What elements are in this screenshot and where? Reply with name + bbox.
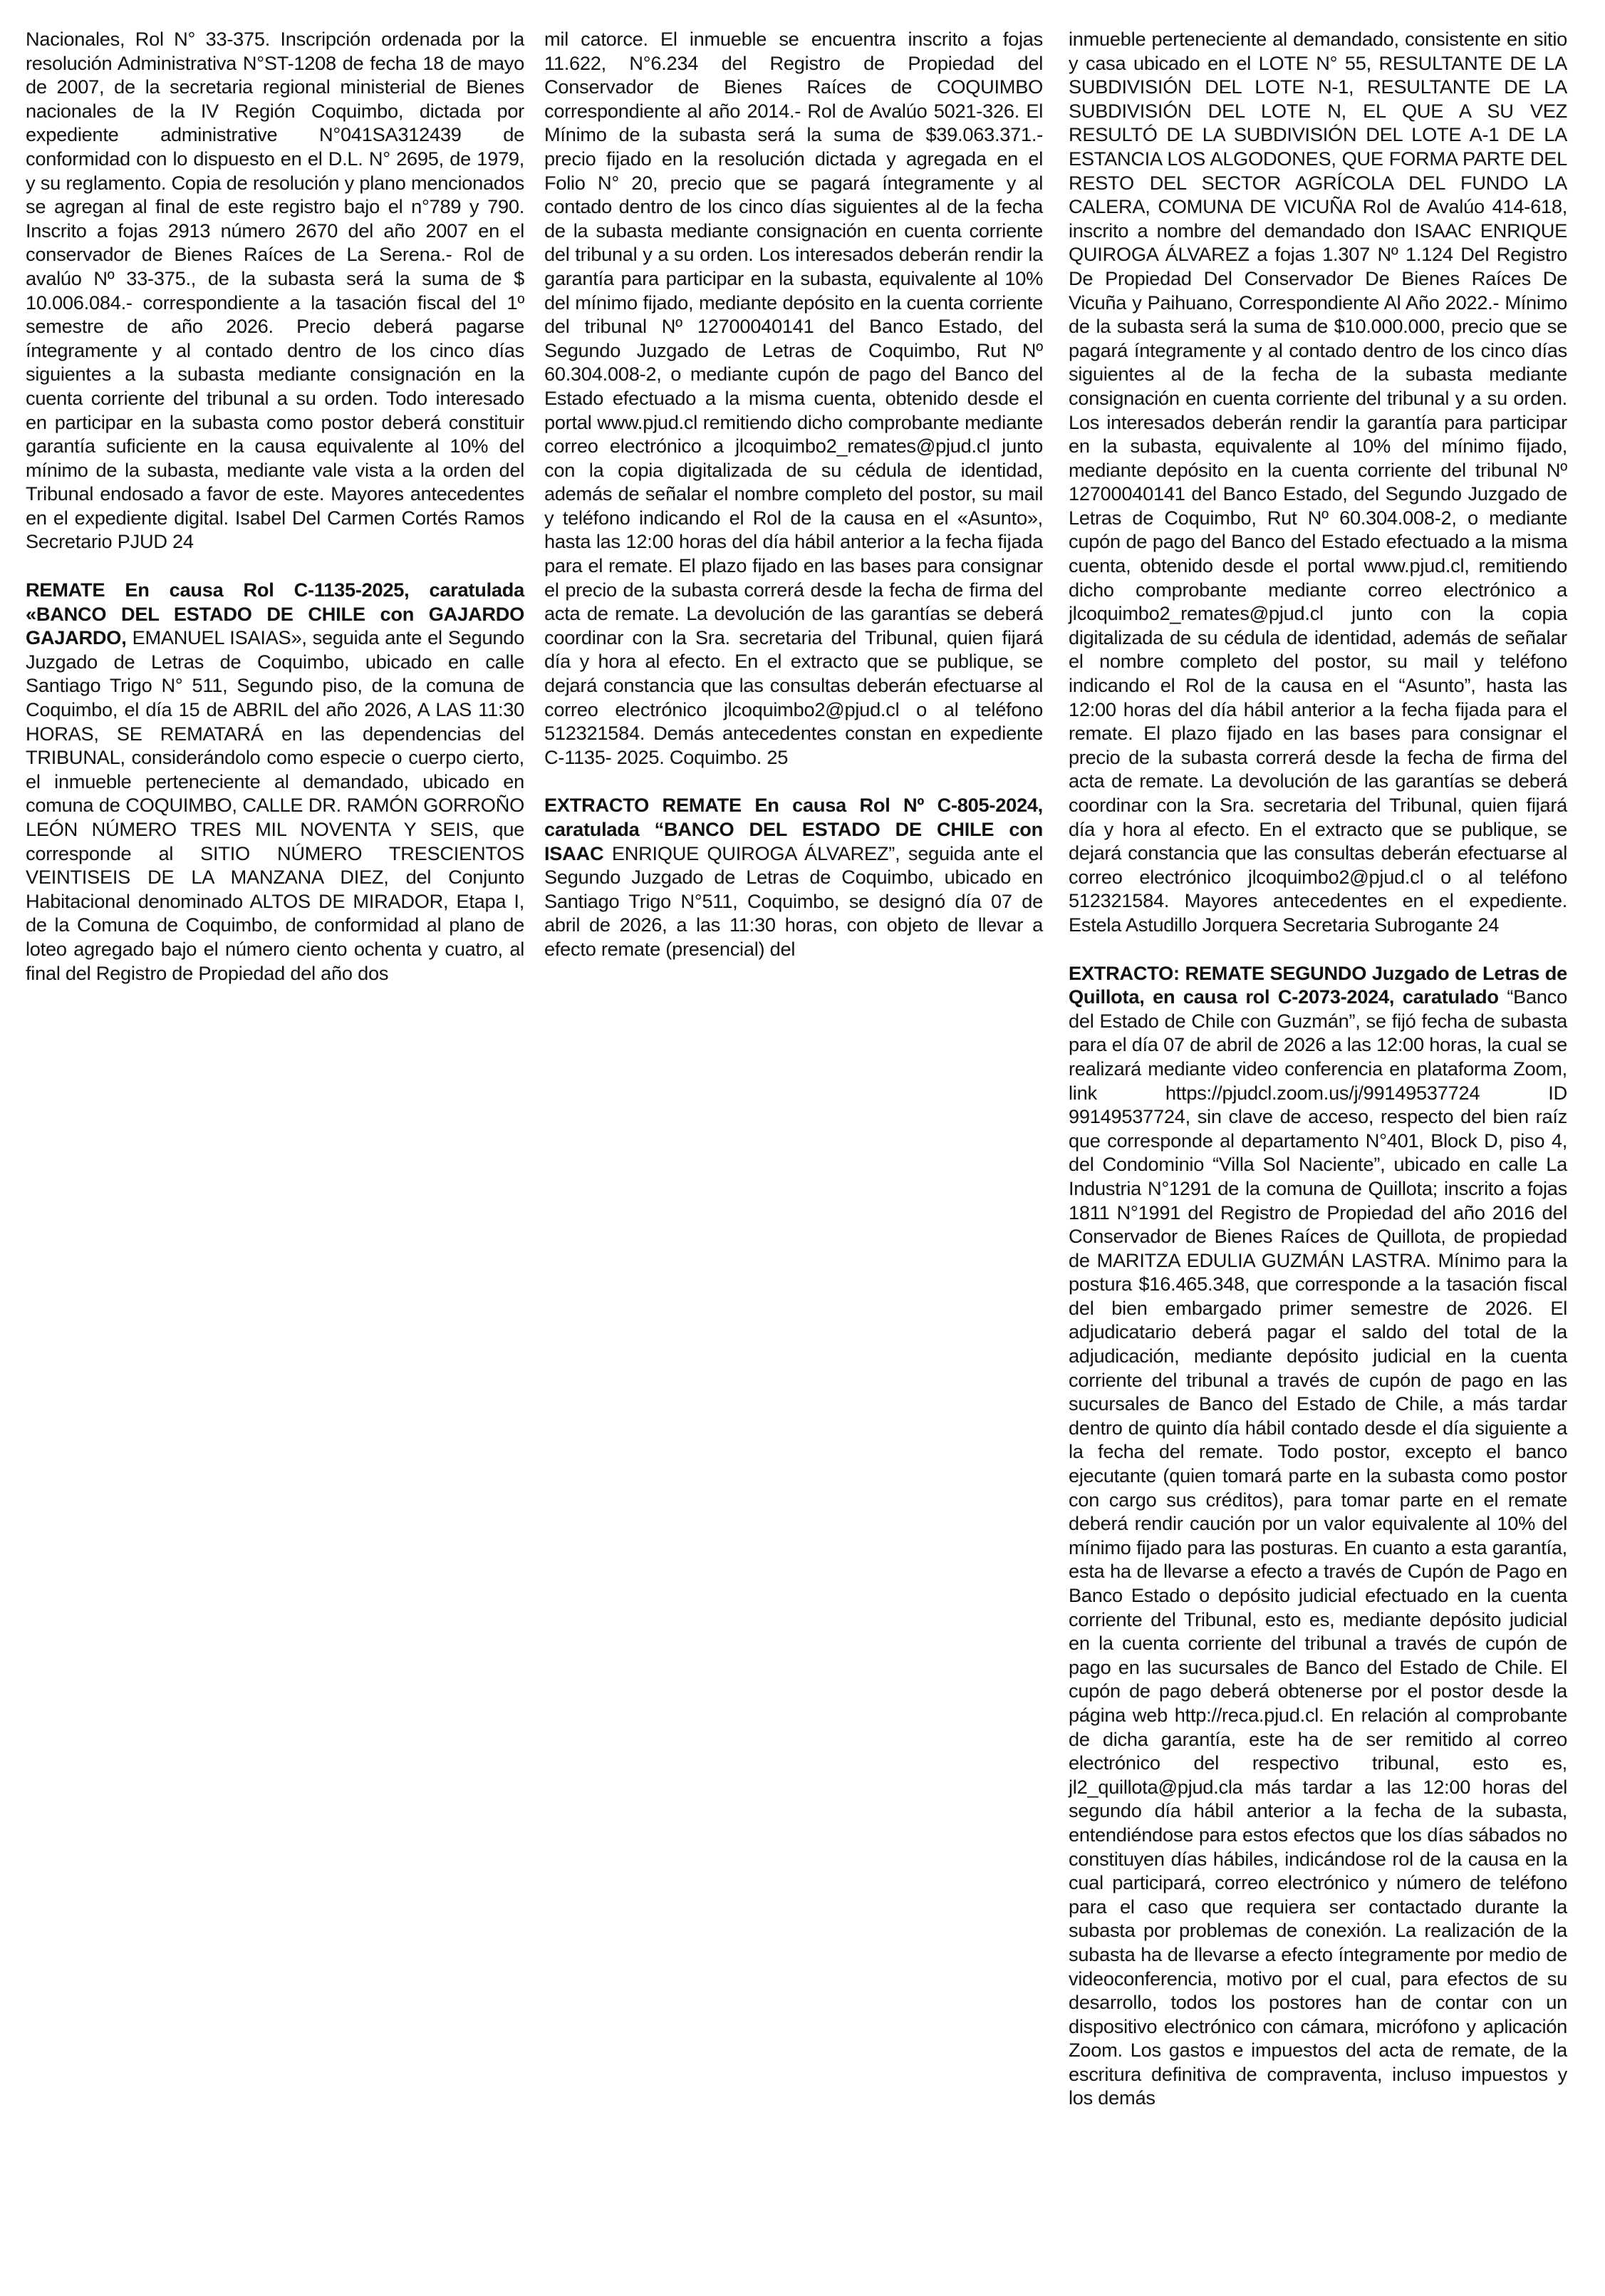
legal-notice bbox=[26, 27, 524, 554]
notice-body: mil catorce. El inmueble se encuentra inscrito a fojas 11.622, N°6.234 del Registro de Propiedad del Conservador de Bienes Raíces de COQUIMBO correspondiente al año 2014.- Rol de Avalúo 5021-326. El Mínimo de la subasta será la suma de $39.063.371.- precio fijado en la resolución dictada y agregada en el Folio N° 20, precio que se pagará íntegramente y al contado dentro de los cinco días siguientes al de la fecha de la subasta mediante consignación en cuenta corriente del tribunal y a su orden. Los interesados deberán rendir la garantía para participar en la subasta, equivalente al 10% del mínimo fijado, mediante depósito en la cuenta corriente del tribunal Nº 12700040141 del Banco Estado, del Segundo Juzgado de Letras de Coquimbo, Rut Nº 60.304.008-2, o mediante cupón de pago del Banco del Estado efectuado a la misma cuenta, obtenido desde el portal www.pjud.cl remitiendo dicho comprobante mediante correo electrónico a jlcoquimbo2_remates@pjud.cl junto con la copia digitalizada de su cédula de identidad, además de señalar el nombre completo del postor, su mail y teléfono indicando el Rol de la causa en el «Asunto», hasta las 12:00 horas del día hábil anterior a la fecha fijada para el remate. El plazo fijado en las bases para consignar el precio de la subasta correrá desde la fecha de firma del acta de remate. La devolución de las garantías se deberá coordinar con la Sra. secretaria del Tribunal, quien fijará día y hora al efecto. En el extracto que se publique, se dejará constancia que las consultas deberán efectuarse al correo electrónico jlcoquimbo2@pjud.cl o al teléfono 512321584. Demás antecedentes constan en expediente C-1135- 2025. Coquimbo. 25 bbox=[544, 28, 1043, 768]
legal-notice bbox=[1069, 27, 1567, 937]
notice-heading: REMATE En causa Rol C-1135-2025, caratulada «BANCO DEL ESTADO DE CHILE con GAJARDO GAJARDO, bbox=[26, 579, 524, 649]
notice-body: Nacionales, Rol N° 33-375. Inscripción ordenada por la resolución Administrativa N°ST-1208 de fecha 18 de mayo de 2007, de la secretaria regional ministerial de Bienes nacionales de la IV Región Coquimbo, dictada por expediente administrative N°041SA312439 de conformidad con lo dispuesto en el D.L. N° 2695, de 1979, y su reglamento. Copia de resolución y plano mencionados se agregan al final de este registro bajo el n°789 y 790. Inscrito a fojas 2913 número 2670 del año 2007 en el conservador de Bienes Raíces de La Serena.- Rol de avalúo Nº 33-375., de la subasta será la suma de $ 10.006.084.- correspondiente a la tasación fiscal del 1º semestre de año 2026. Precio deberá pagarse íntegramente y al contado dentro de los cinco días siguientes a la subasta mediante consignación en la cuenta corriente del tribunal a su orden. Todo interesado en participar en la subasta como postor deberá constituir garantía suficiente en la causa equivalente al 10% del mínimo de la subasta, mediante vale vista a la orden del Tribunal endosado a favor de este. Mayores antecedentes en el expediente digital. Isabel Del Carmen Cortés Ramos Secretario PJUD 24 bbox=[26, 28, 524, 553]
column-2 bbox=[544, 27, 1043, 961]
legal-notice bbox=[544, 27, 1043, 769]
column-3 bbox=[1069, 27, 1567, 2110]
notice-body: ENRIQUE QUIROGA ÁLVAREZ”, seguida ante el Segundo Juzgado de Letras de Coquimbo, ubicado en Santiago Trigo N°511, Coquimbo, se designó día 07 de abril de 2026, a las 11:30 horas, con objeto de llevar a efecto remate (presencial) del bbox=[544, 842, 1043, 960]
notice-body: “Banco del Estado de Chile con Guzmán”, se fijó fecha de subasta para el día 07 de abril de 2026 a las 12:00 horas, la cual se realizará mediante video conferencia en plataforma Zoom, link https://pjudcl.zoom.us/j/99149537724 ID 99149537724, sin clave de acceso, respecto del bien raíz que corresponde al departamento N°401, Block D, piso 4, del Condominio “Villa Sol Naciente”, ubicado en calle La Industria N°1291 de la comuna de Quillota; inscrito a fojas 1811 N°1991 del Registro de Propiedad del año 2016 del Conservador de Bienes Raíces de Quillota, de propiedad de MARITZA EDULIA GUZMÁN LASTRA. Mínimo para la postura $16.465.348, que corresponde a la tasación fiscal del bien embargado primer semestre de 2026. El adjudicatario deberá pagar el saldo del total de la adjudicación, mediante depósito judicial en la cuenta corriente del tribunal a través de cupón de pago en las sucursales de Banco del Estado de Chile, a más tardar dentro de quinto día hábil contado desde el día siguiente a la fecha del remate. Todo postor, excepto el banco ejecutante (quien tomará parte en la subasta como postor con cargo sus créditos), para tomar parte en el remate deberá rendir caución por un valor equivalente al 10% del mínimo fijado para las posturas. En cuanto a esta garantía, esta ha de llevarse a efecto a través de Cupón de Pago en Banco Estado o depósito judicial efectuado en la cuenta corriente del Tribunal, esto es, mediante depósito judicial en la cuenta corriente del tribunal a través de cupón de pago en las sucursales de Banco del Estado de Chile. El cupón de pago deberá obtenerse por el postor desde la página web http://reca.pjud.cl. En relación al comprobante de dicha garantía, este ha de ser remitido al correo electrónico del respectivo tribunal, esto es, jl2_quillota@pjud.cla más tardar a las 12:00 horas del segundo día hábil anterior a la fecha de la subasta, entendiéndose para estos efectos que los días sábados no constituyen días hábiles, indicándose rol de la causa en la cual participará, correo electrónico y número de teléfono para el caso que requiera ser contactado durante la subasta por problemas de conexión. La realización de la subasta ha de llevarse a efecto íntegramente por medio de videoconferencia, motivo por el cual, para efectos de su desarrollo, todos los postores han de contar con un dispositivo electrónico con cámara, micrófono y aplicación Zoom. Los gastos e impuestos del acta de remate, de la escritura definitiva de compraventa, incluso impuestos y los demás bbox=[1069, 986, 1567, 2109]
legal-notice bbox=[544, 793, 1043, 961]
legal-notice bbox=[1069, 961, 1567, 2111]
column-1 bbox=[26, 27, 524, 985]
notice-body: inmueble perteneciente al demandado, consistente en sitio y casa ubicado en el LOTE N° 55, RESULTANTE DE LA SUBDIVISIÓN DEL LOTE N-1, RESULTANTE DE LA SUBDIVISIÓN DEL LOTE N, EL QUE A SU VEZ RESULTÓ DE LA SUBDIVISIÓN DEL LOTE A-1 DE LA ESTANCIA LOS ALGODONES, QUE FORMA PARTE DEL RESTO DEL SECTOR AGRÍCOLA DEL FUNDO LA CALERA, COMUNA DE VICUÑA Rol de Avalúo 414-618, inscrito a nombre del demandado don ISAAC ENRIQUE QUIROGA ÁLVAREZ a fojas 1.307 Nº 1.124 Del Registro De Propiedad Del Conservador De Bienes Raíces De Vicuña y Paihuano, Correspondiente Al Año 2022.- Mínimo de la subasta será la suma de $10.000.000, precio que se pagará íntegramente y al contado dentro de los cinco días siguientes al de la fecha de la subasta mediante consignación en cuenta corriente del tribunal y a su orden. Los interesados deberán rendir la garantía para participar en la subasta, equivalente al 10% del mínimo fijado, mediante depósito en la cuenta corriente del tribunal Nº 12700040141 del Banco Estado, del Segundo Juzgado de Letras de Coquimbo, Rut Nº 60.304.008-2, o mediante cupón de pago del Banco del Estado efectuado a la misma cuenta, obtenido desde el portal www.pjud.cl, remitiendo dicho comprobante mediante correo electrónico a jlcoquimbo2_remates@pjud.cl junto con la copia digitalizada de su cédula de identidad, además de señalar el nombre completo del postor, su mail y teléfono indicando el Rol de la causa en el “Asunto”, hasta las 12:00 horas del día hábil anterior a la fecha fijada para el remate. El plazo fijado en las bases para consignar el precio de la subasta correrá desde la fecha de firma del acta de remate. La devolución de las garantías se deberá coordinar con la Sra. secretaria del Tribunal, quien fijará día y hora al efecto. En el extracto que se publique, se dejará constancia que las consultas deberán efectuarse al correo electrónico jlcoquimbo2@pjud.cl o al teléfono 512321584. Mayores antecedentes en el expediente. Estela Astudillo Jorquera Secretaria Subrogante 24 bbox=[1069, 28, 1567, 936]
notice-heading: EXTRACTO: REMATE SEGUNDO Juzgado de Letras de Quillota, en causa rol C-2073-2024, caratulado bbox=[1069, 961, 1567, 1008]
notice-heading: EXTRACTO REMATE En causa Rol Nº C-805-2024, caratulada “BANCO DEL ESTADO DE CHILE con ISAAC bbox=[544, 794, 1043, 864]
notice-body: EMANUEL ISAIAS», seguida ante el Segundo Juzgado de Letras de Coquimbo, ubicado en calle Santiago Trigo N° 511, Segundo piso, de la comuna de Coquimbo, el día 15 de ABRIL del año 2026, A LAS 11:30 HORAS, SE REMATARÁ en las dependencias del TRIBUNAL, considerándolo como especie o cuerpo cierto, el inmueble perteneciente al demandado, ubicado en comuna de COQUIMBO, CALLE DR. RAMÓN GORROÑO LEÓN NÚMERO TRES MIL NOVENTA Y SEIS, que corresponde al SITIO NÚMERO TRESCIENTOS VEINTISEIS DE LA MANZANA DIEZ, del Conjunto Habitacional denominado ALTOS DE MIRADOR, Etapa I, de la Comuna de Coquimbo, de conformidad al plano de loteo agregado bajo el número ciento ochenta y cuatro, al final del Registro de Propiedad del año dos bbox=[26, 626, 524, 984]
legal-notice bbox=[26, 578, 524, 985]
